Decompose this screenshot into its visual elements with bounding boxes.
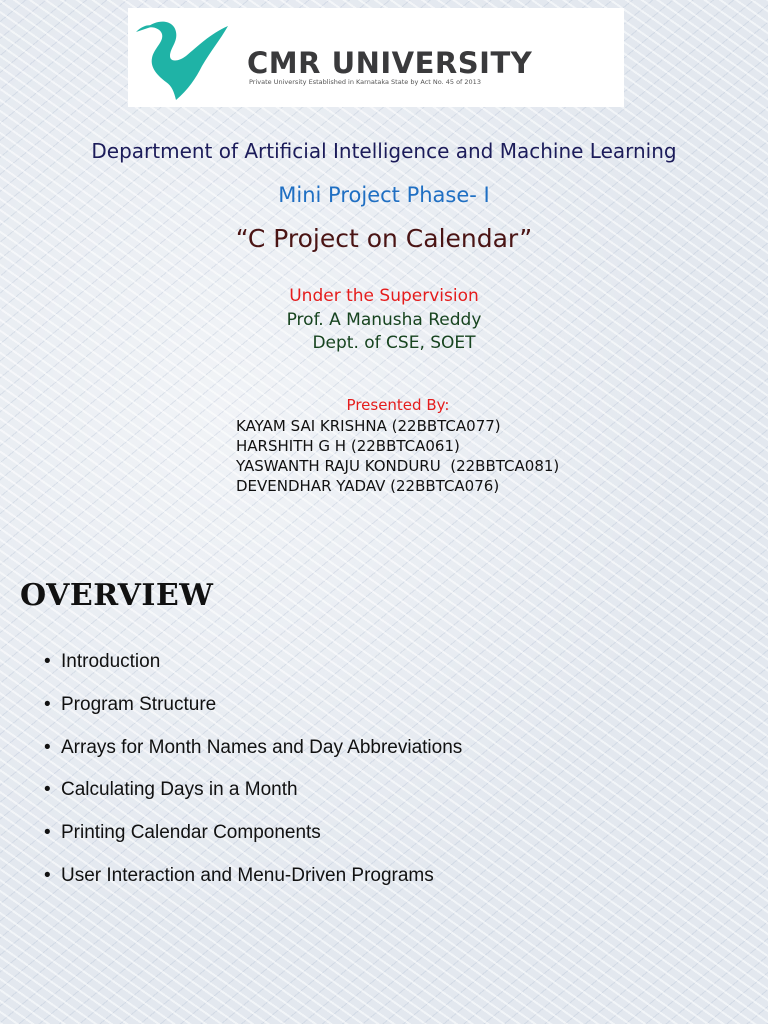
overview-item — [44, 819, 462, 862]
bullet-icon: • — [44, 693, 51, 715]
presenter-item: HARSHITH G H (22BBTCA061) — [236, 437, 460, 455]
presenter-item: YASWANTH RAJU KONDURU (22BBTCA081) — [236, 457, 560, 475]
overview-item-label: Printing Calendar Components — [61, 822, 321, 844]
overview-item-label: Calculating Days in a Month — [61, 779, 298, 801]
bullet-icon: • — [44, 736, 51, 758]
overview-item — [44, 734, 462, 777]
bullet-icon: • — [44, 651, 51, 672]
department-heading: Department of Artificial Intelligence and Machine Learning — [91, 139, 677, 163]
overview-list — [44, 648, 462, 905]
overview-item — [44, 648, 462, 691]
bullet-icon: • — [44, 864, 51, 886]
overview-item — [44, 862, 462, 905]
university-tagline: Private University Established in Karnataka State by Act No. 45 of 2013 — [249, 78, 481, 86]
overview-item — [44, 776, 462, 819]
project-phase: Mini Project Phase- I — [278, 183, 490, 207]
overview-item-label: Arrays for Month Names and Day Abbreviations — [61, 736, 463, 758]
overview-item-label: Program Structure — [61, 693, 217, 715]
presenter-list — [236, 416, 559, 496]
project-title: “C Project on Calendar” — [235, 224, 533, 253]
supervisor-name: Prof. A Manusha Reddy — [286, 310, 482, 330]
presented-by-heading: Presented By: — [346, 396, 450, 414]
university-logo — [128, 8, 624, 107]
presenter-item: KAYAM SAI KRISHNA (22BBTCA077) — [236, 417, 501, 435]
overview-heading: OVERVIEW — [20, 578, 214, 613]
bullet-icon: • — [44, 822, 51, 844]
university-name: CMR UNIVERSITY — [247, 46, 533, 80]
supervisor-dept: Dept. of CSE, SOET — [312, 333, 476, 353]
presenter-item: DEVENDHAR YADAV (22BBTCA076) — [236, 477, 500, 495]
overview-item-label: User Interaction and Menu-Driven Programs — [61, 864, 434, 886]
supervision-heading: Under the Supervision — [289, 286, 479, 306]
bird-logo-icon — [136, 12, 236, 104]
overview-item — [44, 691, 462, 734]
bullet-icon: • — [44, 779, 51, 801]
overview-item-label: Introduction — [61, 651, 161, 672]
